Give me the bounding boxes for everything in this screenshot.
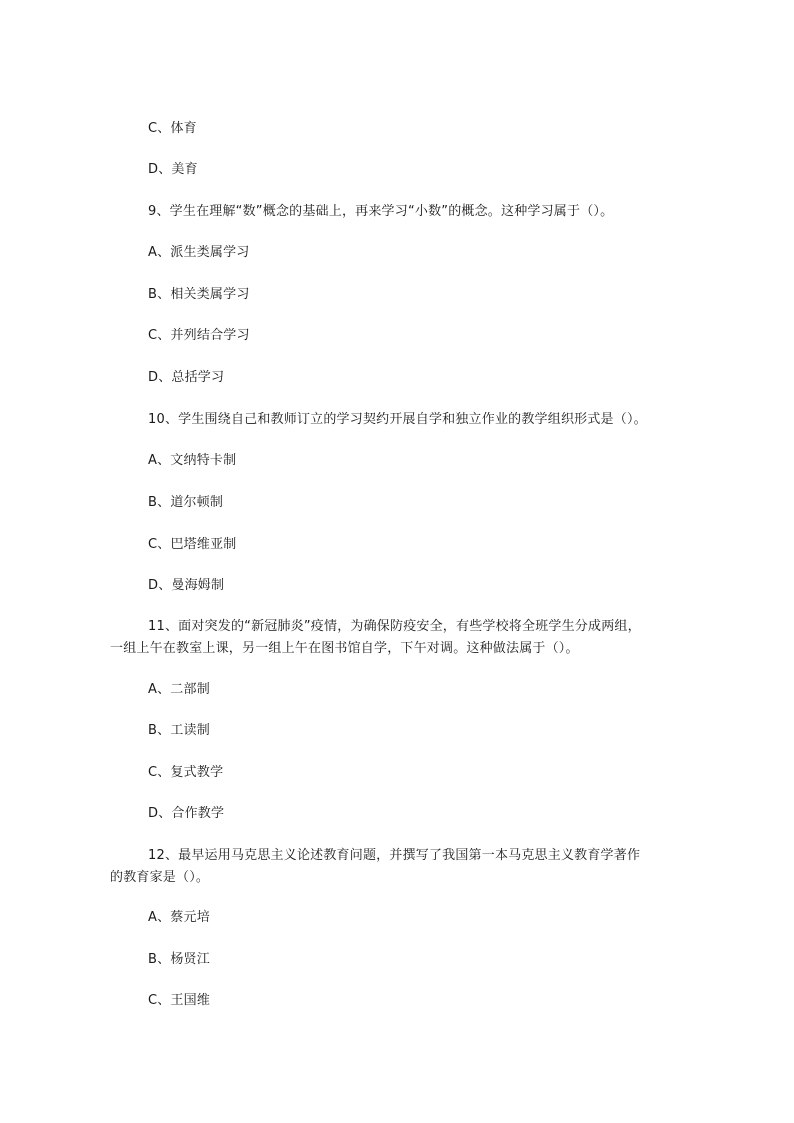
question-12-line-2: 的教育家是（）。 [110,870,210,885]
question-12-option-a: A、蔡元培 [148,910,210,925]
question-9-option-d: D、总括学习 [148,370,225,385]
question-9-option-b: B、相关类属学习 [148,287,250,302]
question-11-option-b: B、工读制 [148,723,210,738]
question-10-option-d: D、曼海姆制 [148,578,225,593]
question-10-option-c: C、巴塔维亚制 [148,537,237,552]
question-9: 9、学生在理解“数”概念的基础上，再来学习“小数”的概念。这种学习属于（）。 [148,204,614,219]
question-11-line-2: 一组上午在教室上课，另一组上午在图书馆自学，下午对调。这种做法属于（）。 [110,641,579,656]
question-9-option-c: C、并列结合学习 [148,328,250,343]
option-d-aesthetic: D、美育 [148,162,198,177]
question-9-option-a: A、派生类属学习 [148,245,250,260]
question-10-option-b: B、道尔顿制 [148,495,224,510]
question-10: 10、学生围绕自己和教师订立的学习契约开展自学和独立作业的教学组织形式是（）。 [148,412,647,427]
option-c-sport: C、体育 [148,121,197,136]
question-11-option-c: C、复式教学 [148,765,224,780]
question-11-option-d: D、合作教学 [148,806,225,821]
question-10-option-a: A、文纳特卡制 [148,453,237,468]
question-12 [110,845,640,889]
question-11 [110,616,641,660]
question-11-option-a: A、二部制 [148,682,210,697]
question-12-line-1: 12、最早运用马克思主义论述教育问题，并撰写了我国第一本马克思主义教育学著作 [148,848,641,863]
question-12-option-b: B、杨贤江 [148,952,210,967]
question-12-option-c: C、王国维 [148,993,211,1008]
question-11-line-1: 11、面对突发的“新冠肺炎”疫情，为确保防疫安全，有些学校将全班学生分成两组， [148,619,641,634]
